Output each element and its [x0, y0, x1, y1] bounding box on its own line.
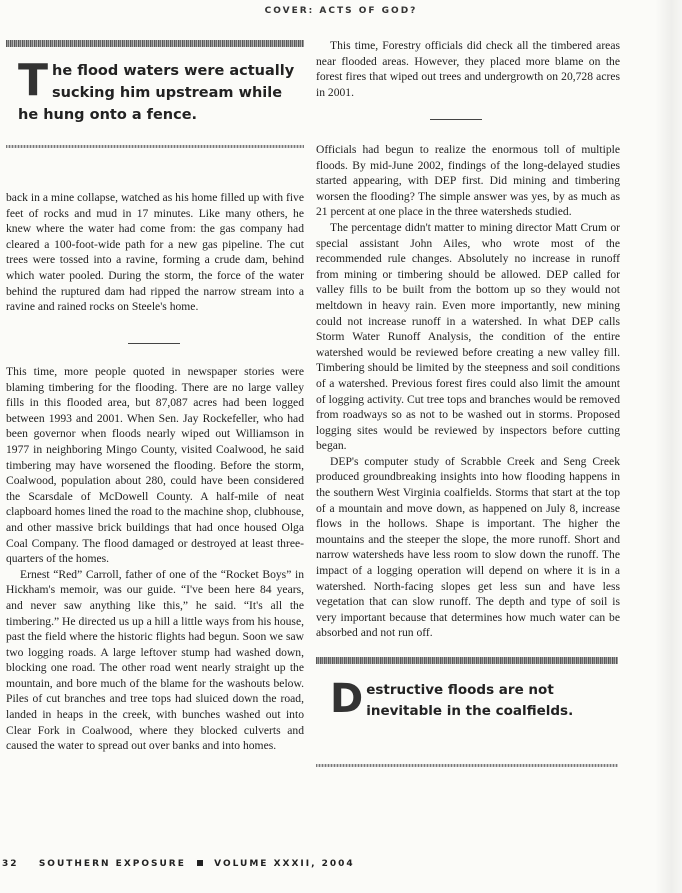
pullquote-bottom-rule: [316, 657, 618, 664]
paragraph: This time, Forestry officials did check all the timbered areas near flooded areas. However, they placed more blame on the forest fires that wiped out trees and undergrowth on 20,728 acres in 2001.: [316, 39, 620, 99]
section-separator: [430, 119, 482, 120]
pullquote-bottom: [330, 676, 614, 722]
square-bullet-icon: [197, 860, 203, 866]
paragraph: Ernest “Red” Carroll, father of one of the “Rocket Boys” in Hickham's memoir, was our guide. “I've been here 84 years, and never saw anything like this,” he said. “It's all the timbering.” He directed us up a hill a little ways from his house, past the field where the historic flights had begun. Soon we saw two logging roads. A large leftover stump had washed down, blocking one road. The other road went nearly straight up the mountain, and bore much of the blame for the washouts below. Piles of cut branches and tree tops had sluiced down the road, landed in heaps in the creek, with bunches washed out into Clear Fork in Coalwood, where they blocked culverts and caused the water to spread out over banks and into homes.: [6, 567, 304, 753]
pullquote-top-dropcap: T: [18, 55, 49, 106]
section-separator: [128, 343, 180, 344]
page-number: 32: [2, 859, 19, 869]
pullquote-bottom-text: estructive floods are not inevitable in the coalfields.: [366, 682, 574, 719]
left-column-block-2: [6, 364, 304, 754]
pullquote-bottom-dropcap: D: [330, 676, 364, 722]
pullquote-bottom-bottom-rule: [316, 764, 618, 767]
pullquote-top-rule: [6, 40, 304, 47]
paragraph: Officials had begun to realize the enormous toll of multiple floods. By mid-June 2002, findings of the long-delayed studies started appearing, with DEP first. Did mining and timbering worsen the flooding? The simple answer was yes, by as much as 21 percent at one place in the three watersheds studied.: [316, 143, 620, 219]
pullquote-top-bottom-rule: [6, 145, 304, 148]
pullquote-top: [18, 55, 300, 126]
page-footer: [2, 859, 422, 869]
pullquote-top-text: he flood waters were actually sucking him upstream while he hung onto a fence.: [18, 63, 295, 123]
paragraph: This time, more people quoted in newspaper stories were blaming timbering for the flooding. There are no large valley fills in this flooded area, but 87,087 acres had been logged between 1993 and 2001. When Sen. Jay Rockefeller, who had been governor when floods nearly wiped out Williamson in 1977 in neighboring Mingo County, visited Coalwood, he said timbering may have worsened the flooding. Before the storm, Coalwood, population about 280, could have been considered the Scarsdale of McDowell County. A half-mile of neat clapboard homes lined the road to the machine shop, clubhouse, and other massive brick buildings that had once housed Olga Coal Company. The flood damaged or destroyed at least three-quarters of the homes.: [6, 365, 304, 566]
paragraph: The percentage didn't matter to mining director Matt Crum or special assistant John Ailes, who wrote most of the recommended rule changes. Absolutely no increase in runoff from mining or timbering should be allowed. DEP called for valley fills to be built from the bottom up so they would not meltdown in heavy rain. Even more importantly, new mining could not increase runoff in a watershed. In what DEP calls Storm Water Runoff Analysis, the condition of the entire watershed would be reviewed before creating a new valley fill. Timbering should be limited by the steepness and soil conditions of a watershed. Previous forest fires could also limit the amount of logging activity. Cut tree tops and branches would be removed from roadways so as not to be washed out in storms. Proposed logging sites would be reviewed by inspectors before cutting began.: [316, 220, 620, 453]
right-column-block-2: [316, 142, 620, 641]
left-column-block-1: [6, 190, 304, 315]
volume-info: VOLUME XXXII, 2004: [214, 859, 355, 869]
paragraph: back in a mine collapse, watched as his home filled up with five feet of rocks and mud in 17 minutes. Like many others, he knew where the water had come from: the gas company had cleared a 100-foot-wide path for a new gas pipeline. The cut trees were tossed into a ravine, forming a crude dam, behind which water pooled. During the storm, the force of the water behind the ruptured dam had ripped the narrow stream into a ravine and rained rocks on Steele's home.: [6, 191, 304, 314]
paragraph: DEP's computer study of Scrabble Creek and Seng Creek produced groundbreaking insights into how flooding happens in the southern West Virginia coalfields. Storms that start at the top of a mountain and move down, as happened on July 8, increase flows in the hollows. Shape is important. The higher the mountains and the steeper the slope, the more runoff. Short and narrow watersheds have less room to slow down the runoff. The impact of a logging operation will depend on where it is in a watershed. North-facing slopes get less sun and have less vegetation that can slow runoff. The depth and type of soil is very important because that determines how much water can be absorbed and not run off.: [316, 454, 620, 640]
scan-edge-shadow: [655, 0, 682, 893]
running-header: COVER: ACTS OF GOD?: [264, 6, 418, 16]
publication-name: SOUTHERN EXPOSURE: [38, 859, 186, 869]
right-column-block-1: [316, 38, 620, 100]
